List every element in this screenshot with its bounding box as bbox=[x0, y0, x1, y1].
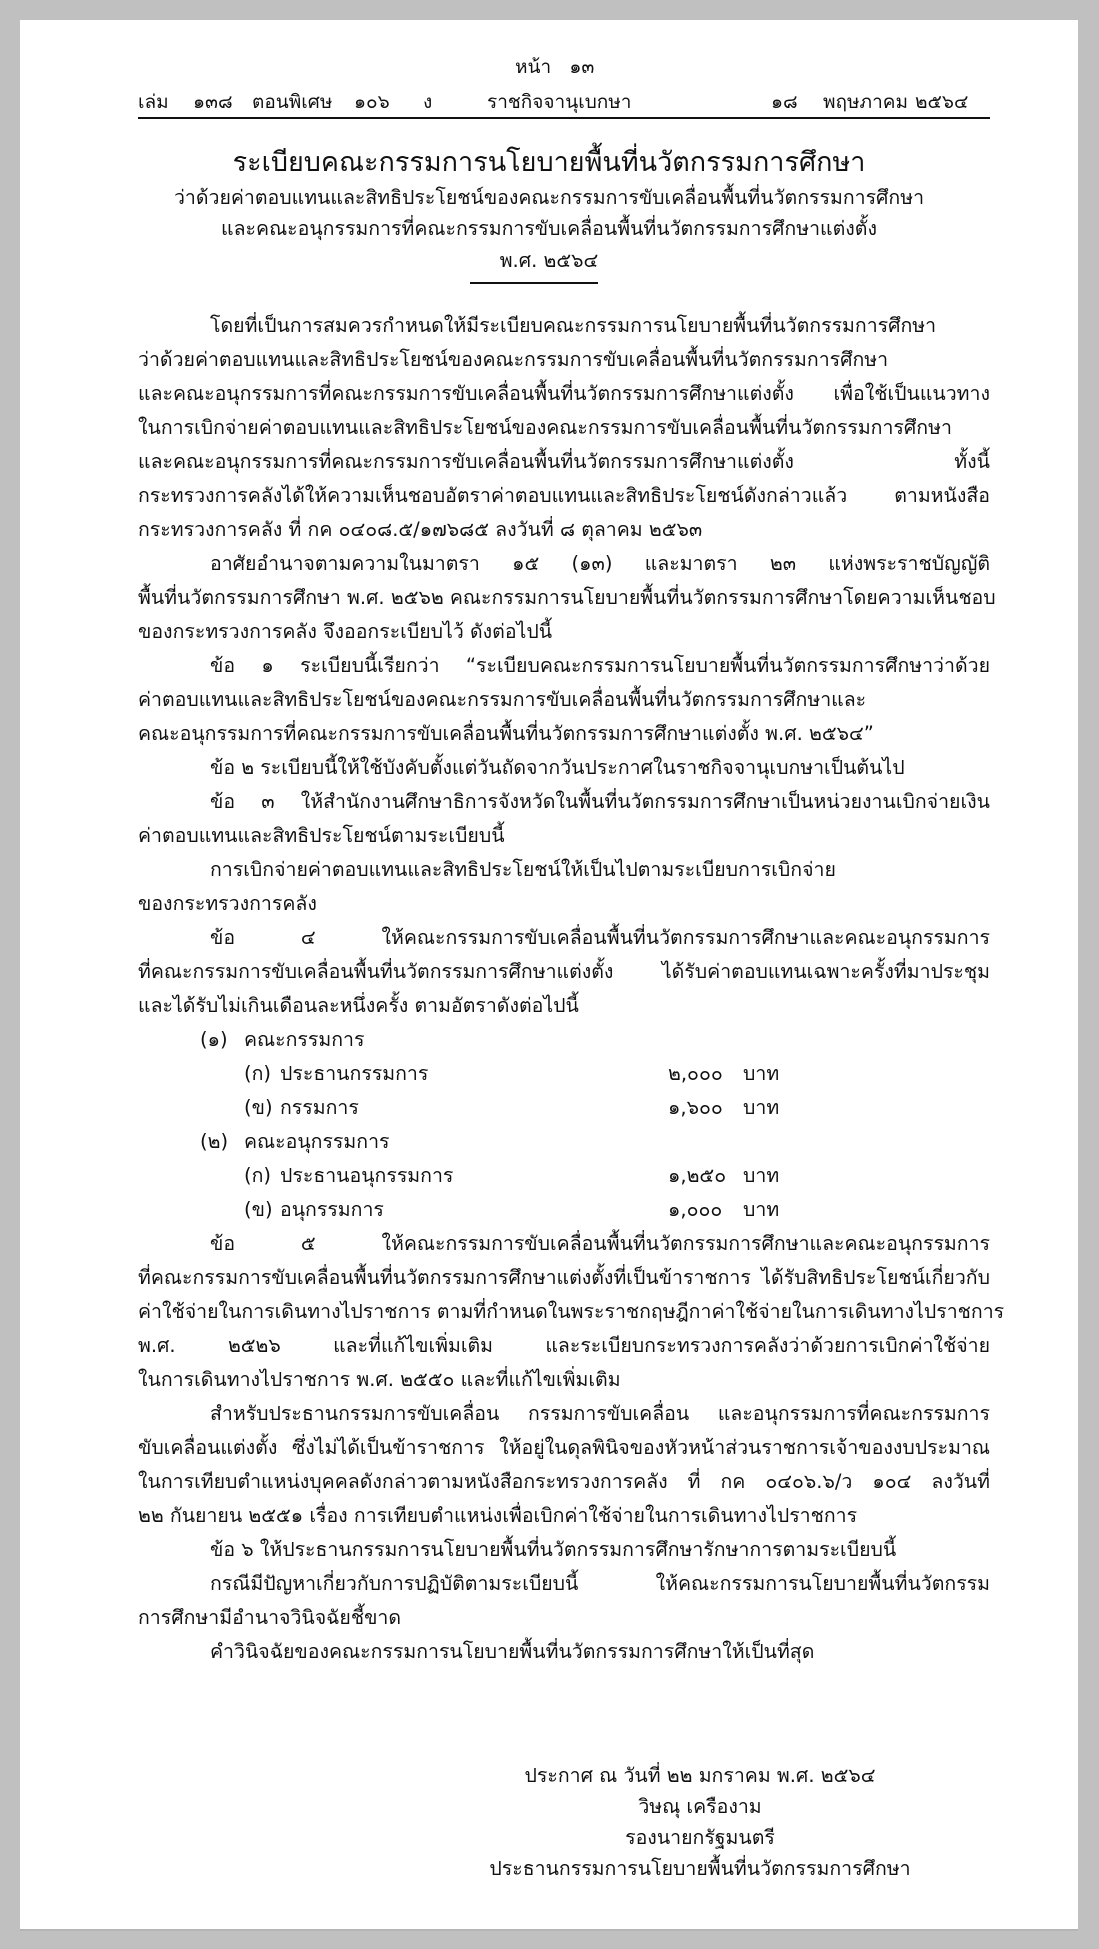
item-role: ประธานอนุกรรมการ bbox=[280, 1164, 454, 1187]
item-unit: บาท bbox=[743, 1062, 780, 1085]
clause-line: ข้อ ๒ ระเบียบนี้ให้ใช้บังคับตั้งแต่วันถัดจากวันประกาศในราชกิจจานุเบกษาเป็นต้นไป bbox=[210, 756, 905, 779]
item-letter: (ก) bbox=[244, 1062, 272, 1085]
group-number: (๑) bbox=[200, 1028, 228, 1051]
clause-2 bbox=[138, 751, 990, 785]
item-unit: บาท bbox=[743, 1096, 780, 1119]
item-letter: (ข) bbox=[244, 1096, 273, 1119]
page-number bbox=[515, 55, 594, 79]
clause-line: กรณีมีปัญหาเกี่ยวกับการปฏิบัติตามระเบียบนี้ ให้คณะกรรมการนโยบายพื้นที่นวัตกรรม bbox=[210, 1572, 990, 1595]
clause-line: ข้อ ๖ ให้ประธานกรรมการนโยบายพื้นที่นวัตกรรมการศึกษารักษาการตามระเบียบนี้ bbox=[210, 1538, 897, 1561]
signatory-name: วิษณุ เครืองาม bbox=[638, 1795, 762, 1818]
item-unit: บาท bbox=[743, 1164, 780, 1187]
section-letter: ง bbox=[423, 91, 433, 113]
page-number-value: ๑๓ bbox=[569, 56, 595, 78]
preamble-line: กระทรวงการคลังได้ให้ความเห็นชอบอัตราค่าตอบแทนและสิทธิประโยชน์ดังกล่าวแล้ว ตามหนังสือ bbox=[138, 484, 990, 507]
item-letter: (ข) bbox=[244, 1198, 273, 1221]
item-letter: (ก) bbox=[244, 1164, 272, 1187]
clause-line: ๒๒ กันยายน ๒๕๕๑ เรื่อง การเทียบตำแหน่งเพื่อเบิกค่าใช้จ่ายในการเดินทางไปราชการ bbox=[138, 1504, 858, 1527]
clause-3 bbox=[138, 785, 990, 921]
document-subtitle-1: ว่าด้วยค่าตอบแทนและสิทธิประโยชน์ของคณะกรรมการขับเคลื่อนพื้นที่นวัตกรรมการศึกษา bbox=[173, 186, 925, 209]
item-role: ประธานกรรมการ bbox=[280, 1062, 429, 1085]
clause-line: พ.ศ. ๒๕๒๖ และที่แก้ไขเพิ่มเติม และระเบียบกระทรวงการคลังว่าด้วยการเบิกค่าใช้จ่าย bbox=[138, 1334, 990, 1357]
preamble-paragraph bbox=[138, 309, 990, 547]
preamble-line: ว่าด้วยค่าตอบแทนและสิทธิประโยชน์ของคณะกรรมการขับเคลื่อนพื้นที่นวัตกรรมการศึกษา bbox=[138, 348, 889, 371]
item-amount: ๒,๐๐๐ bbox=[668, 1062, 723, 1085]
rate-group bbox=[138, 1023, 990, 1057]
clause-line: ขับเคลื่อนแต่งตั้ง ซึ่งไม่ได้เป็นข้าราชการ ให้อยู่ในดุลพินิจของหัวหน้าส่วนราชการเจ้าของงบประมาณ bbox=[138, 1436, 990, 1459]
group-label: คณะกรรมการ bbox=[244, 1028, 365, 1051]
clause-line: คณะอนุกรรมการที่คณะกรรมการขับเคลื่อนพื้นที่นวัตกรรมการศึกษาแต่งตั้ง พ.ศ. ๒๕๖๔” bbox=[138, 722, 874, 745]
clause-line: การเบิกจ่ายค่าตอบแทนและสิทธิประโยชน์ให้เป็นไปตามระเบียบการเบิกจ่าย bbox=[210, 858, 836, 881]
clause-line: ในการเดินทางไปราชการ พ.ศ. ๒๕๕๐ และที่แก้ไขเพิ่มเติม bbox=[138, 1368, 621, 1391]
clause-1 bbox=[138, 649, 990, 751]
item-role: กรรมการ bbox=[280, 1096, 359, 1119]
clause-line: คำวินิจฉัยของคณะกรรมการนโยบายพื้นที่นวัตกรรมการศึกษาให้เป็นที่สุด bbox=[210, 1640, 815, 1663]
gazette-page bbox=[20, 20, 1078, 1929]
header-divider bbox=[138, 117, 990, 119]
document-body bbox=[138, 309, 1005, 1669]
date-year: ๒๕๖๔ bbox=[915, 91, 969, 113]
volume-info bbox=[138, 90, 169, 114]
authority-paragraph bbox=[138, 547, 996, 649]
item-amount: ๑,๒๕๐ bbox=[668, 1164, 727, 1187]
group-label: คณะอนุกรรมการ bbox=[244, 1130, 390, 1153]
preamble-line: และคณะอนุกรรมการที่คณะกรรมการขับเคลื่อนพื้นที่นวัตกรรมการศึกษาแต่งตั้ง ทั้งนี้ bbox=[138, 450, 990, 473]
signature-block bbox=[420, 1760, 980, 1884]
clause-line: ข้อ ๕ ให้คณะกรรมการขับเคลื่อนพื้นที่นวัตกรรมการศึกษาและคณะอนุกรรมการ bbox=[210, 1232, 990, 1255]
item-amount: ๑,๖๐๐ bbox=[668, 1096, 723, 1119]
document-year: พ.ศ. ๒๕๖๔ bbox=[499, 249, 599, 272]
rate-item bbox=[138, 1193, 990, 1227]
section-label: ตอนพิเศษ bbox=[252, 91, 333, 113]
clause-6 bbox=[138, 1533, 990, 1669]
clause-5 bbox=[138, 1227, 1005, 1533]
signatory-position-2: ประธานกรรมการนโยบายพื้นที่นวัตกรรมการศึกษา bbox=[489, 1857, 911, 1880]
preamble-line: กระทรวงการคลัง ที่ กค ๐๔๐๘.๕/๑๗๖๘๕ ลงวันที่ ๘ ตุลาคม ๒๕๖๓ bbox=[138, 518, 703, 541]
clause-line: ที่คณะกรรมการขับเคลื่อนพื้นที่นวัตกรรมการศึกษาแต่งตั้งที่เป็นข้าราชการ ได้รับสิทธิประโยชน์เกี่ยวกับ bbox=[138, 1266, 990, 1289]
item-role: อนุกรรมการ bbox=[280, 1198, 384, 1221]
authority-line: อาศัยอำนาจตามความในมาตรา ๑๕ (๑๓) และมาตรา ๒๓ แห่งพระราชบัญญัติ bbox=[210, 552, 990, 575]
announcement-date: ประกาศ ณ วันที่ ๒๒ มกราคม พ.ศ. ๒๕๖๔ bbox=[524, 1764, 876, 1787]
rate-group bbox=[138, 1125, 990, 1159]
preamble-line: ในการเบิกจ่ายค่าตอบแทนและสิทธิประโยชน์ของคณะกรรมการขับเคลื่อนพื้นที่นวัตกรรมการศึกษา bbox=[138, 416, 952, 439]
clause-line: ข้อ ๓ ให้สำนักงานศึกษาธิการจังหวัดในพื้นที่นวัตกรรมการศึกษาเป็นหน่วยงานเบิกจ่ายเงิน bbox=[210, 790, 990, 813]
clause-line: ของกระทรวงการคลัง bbox=[138, 892, 317, 915]
document-subtitle-2: และคณะอนุกรรมการที่คณะกรรมการขับเคลื่อนพื้นที่นวัตกรรมการศึกษาแต่งตั้ง bbox=[221, 217, 877, 240]
clause-line: สำหรับประธานกรรมการขับเคลื่อน กรรมการขับเคลื่อน และอนุกรรมการที่คณะกรรมการ bbox=[210, 1402, 990, 1425]
clause-line: ที่คณะกรรมการขับเคลื่อนพื้นที่นวัตกรรมการศึกษาแต่งตั้ง ได้รับค่าตอบแทนเฉพาะครั้งที่มาประชุม bbox=[138, 960, 990, 983]
clause-line: ค่าตอบแทนและสิทธิประโยชน์ของคณะกรรมการขับเคลื่อนพื้นที่นวัตกรรมการศึกษาและ bbox=[138, 688, 867, 711]
date-day: ๑๘ bbox=[771, 91, 798, 113]
section-number: ๑๐๖ bbox=[354, 91, 390, 113]
clause-line: ในการเทียบตำแหน่งบุคคลดังกล่าวตามหนังสือกระทรวงการคลัง ที่ กค ๐๔๐๖.๖/ว ๑๐๔ ลงวันที่ bbox=[138, 1470, 990, 1493]
clause-line: ข้อ ๔ ให้คณะกรรมการขับเคลื่อนพื้นที่นวัตกรรมการศึกษาและคณะอนุกรรมการ bbox=[210, 926, 990, 949]
document-title: ระเบียบคณะกรรมการนโยบายพื้นที่นวัตกรรมการศึกษา bbox=[232, 147, 866, 178]
rate-item bbox=[138, 1159, 990, 1193]
clause-line: และได้รับไม่เกินเดือนละหนึ่งครั้ง ตามอัตราดังต่อไปนี้ bbox=[138, 994, 579, 1017]
rate-item bbox=[138, 1057, 990, 1091]
volume-label: เล่ม bbox=[138, 91, 169, 113]
title-divider bbox=[470, 282, 598, 284]
date-month: พฤษภาคม bbox=[823, 91, 908, 113]
volume-number: ๑๓๘ bbox=[193, 91, 233, 113]
signatory-position: รองนายกรัฐมนตรี bbox=[625, 1826, 775, 1849]
authority-line: ของกระทรวงการคลัง จึงออกระเบียบไว้ ดังต่อไปนี้ bbox=[138, 620, 553, 643]
item-unit: บาท bbox=[743, 1198, 780, 1221]
preamble-line: และคณะอนุกรรมการที่คณะกรรมการขับเคลื่อนพื้นที่นวัตกรรมการศึกษาแต่งตั้ง เพื่อใช้เป็นแนวทาง bbox=[138, 382, 990, 405]
rates-list bbox=[138, 1023, 990, 1227]
item-amount: ๑,๐๐๐ bbox=[668, 1198, 723, 1221]
gazette-name: ราชกิจจานุเบกษา bbox=[487, 91, 632, 113]
page-label: หน้า bbox=[515, 56, 552, 78]
clause-line: ค่าตอบแทนและสิทธิประโยชน์ตามระเบียบนี้ bbox=[138, 824, 505, 847]
clause-line: ค่าใช้จ่ายในการเดินทางไปราชการ ตามที่กำหนดในพระราชกฤษฎีกาค่าใช้จ่ายในการเดินทางไปราชการ bbox=[138, 1300, 1005, 1323]
clause-4 bbox=[138, 921, 990, 1023]
authority-line: พื้นที่นวัตกรรมการศึกษา พ.ศ. ๒๕๖๒ คณะกรรมการนโยบายพื้นที่นวัตกรรมการศึกษาโดยความเห็นชอบ bbox=[138, 586, 996, 609]
clause-line: ข้อ ๑ ระเบียบนี้เรียกว่า “ระเบียบคณะกรรมการนโยบายพื้นที่นวัตกรรมการศึกษาว่าด้วย bbox=[210, 654, 990, 677]
preamble-line: โดยที่เป็นการสมควรกำหนดให้มีระเบียบคณะกรรมการนโยบายพื้นที่นวัตกรรมการศึกษา bbox=[210, 314, 937, 337]
group-number: (๒) bbox=[200, 1130, 229, 1153]
clause-line: การศึกษามีอำนาจวินิจฉัยชี้ขาด bbox=[138, 1606, 402, 1629]
rate-item bbox=[138, 1091, 990, 1125]
